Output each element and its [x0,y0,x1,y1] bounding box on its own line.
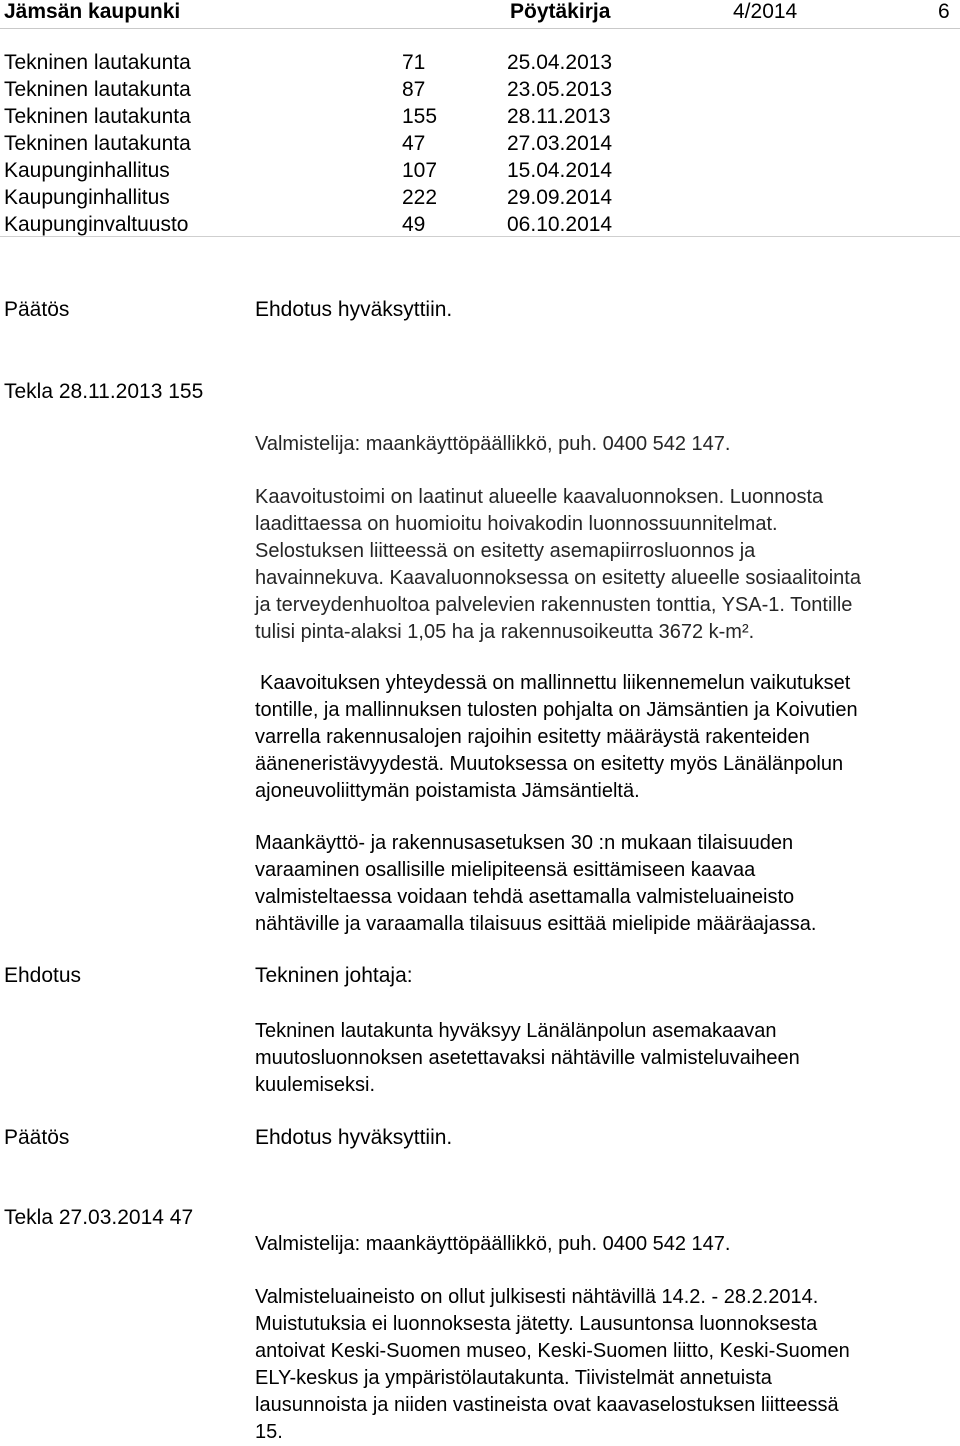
paragraph-line: Kaavoituksen yhteydessä on mallinnettu liikennemelun vaikutukset [260,672,851,694]
meeting-title: Tekla 28.11.2013 155 [4,380,204,403]
page-number: 6 [938,0,950,23]
paragraph-line: valmisteltaessa voidaan tehdä asettamalla valmisteluaineisto [255,886,795,908]
preparer-line: Valmistelija: maankäyttöpäällikkö, puh. 0400 542 147. [255,1233,731,1255]
history-table [0,52,960,241]
history-body: Kaupunginvaltuusto [4,213,189,236]
paragraph-line: tulisi pinta-alaksi 1,05 ha ja rakennusoikeutta 3672 k-m². [255,621,755,643]
page-header [0,0,960,30]
history-number: 47 [402,132,426,155]
history-body: Tekninen lautakunta [4,78,191,101]
paragraph-line: tontille, ja mallinnuksen tulosten pohjalta on Jämsäntien ja Koivutien [255,699,858,721]
paragraph-line: antoivat Keski-Suomen museo, Keski-Suomen liitto, Keski-Suomen [255,1340,850,1362]
history-date: 27.03.2014 [507,132,613,155]
history-row [0,133,960,160]
history-row [0,52,960,79]
history-row [0,160,960,187]
paragraph-line: kuulemiseksi. [255,1074,376,1096]
history-row [0,106,960,133]
history-date: 23.05.2013 [507,78,613,101]
paragraph-noise [255,670,955,805]
decision-label: Päätös [4,298,70,321]
decision-text: Ehdotus hyväksyttiin. [255,1126,453,1149]
history-date: 29.09.2014 [507,186,613,209]
paragraph-line: ja terveydenhuoltoa palvelevien rakennusten tonttia, YSA-1. Tontille [255,594,853,616]
history-date: 25.04.2013 [507,51,613,74]
proposal-text [255,1018,955,1099]
history-divider [0,236,960,237]
history-body: Tekninen lautakunta [4,105,191,128]
paragraph-background [255,484,955,646]
proposal-author: Tekninen johtaja: [255,964,413,987]
proposal-label: Ehdotus [4,964,82,987]
decision-label: Päätös [4,1126,70,1149]
history-body: Kaupunginhallitus [4,159,170,182]
history-date: 28.11.2013 [507,105,611,128]
paragraph-line: varrella rakennusalojen rajoihin esitetty määräystä rakenteiden [255,726,810,748]
history-number: 222 [402,186,438,209]
document-type: Pöytäkirja [510,0,611,23]
history-number: 107 [402,159,438,182]
paragraph-legal [255,830,955,938]
city-name: Jämsän kaupunki [4,0,181,23]
paragraph-line: lausunnoista ja niiden vastineista ovat kaavaselostuksen liitteessä [255,1394,839,1416]
paragraph-line: ELY-keskus ja ympäristölautakunta. Tiivistelmät annetuista [255,1367,772,1389]
history-row [0,79,960,106]
paragraph-line: Maankäyttö- ja rakennusasetuksen 30 :n mukaan tilaisuuden [255,832,794,854]
meeting-title: Tekla 27.03.2014 47 [4,1206,194,1229]
history-date: 15.04.2014 [507,159,613,182]
paragraph-line: varaaminen osallisille mielipiteensä esittämiseen kaavaa [255,859,756,881]
history-body: Tekninen lautakunta [4,51,191,74]
paragraph-line: nähtäville ja varaamalla tilaisuus esittää mielipide määräajassa. [255,913,817,935]
history-row [0,187,960,214]
paragraph-line: 15. [255,1421,283,1443]
history-date: 06.10.2014 [507,213,613,236]
paragraph-line: Kaavoitustoimi on laatinut alueelle kaavaluonnoksen. Luonnosta [255,486,824,508]
paragraph-outcome [255,1284,955,1446]
paragraph-line: Muistutuksia ei luonnoksesta jätetty. Lausuntonsa luonnoksesta [255,1313,818,1335]
paragraph-line: Selostuksen liitteessä on esitetty asemapiirrosluonnos ja [255,540,756,562]
history-number: 155 [402,105,438,128]
history-body: Kaupunginhallitus [4,186,170,209]
document-number: 4/2014 [733,0,798,23]
history-body: Tekninen lautakunta [4,132,191,155]
decision-text: Ehdotus hyväksyttiin. [255,298,453,321]
header-divider [0,28,960,29]
history-number: 49 [402,213,426,236]
paragraph-line: laadittaessa on huomioitu hoivakodin luonnossuunnitelmat. [255,513,778,535]
paragraph-line: Valmisteluaineisto on ollut julkisesti nähtävillä 14.2. - 28.2.2014. [255,1286,819,1308]
paragraph-line: Tekninen lautakunta hyväksyy Länälänpolun asemakaavan [255,1020,777,1042]
paragraph-line: ajoneuvoliittymän poistamista Jämsäntieltä. [255,780,640,802]
history-number: 87 [402,78,426,101]
paragraph-line: muutosluonnoksen asetettavaksi nähtäville valmisteluvaiheen [255,1047,800,1069]
preparer-line: Valmistelija: maankäyttöpäällikkö, puh. 0400 542 147. [255,433,731,455]
history-number: 71 [402,51,426,74]
paragraph-line: havainnekuva. Kaavaluonnoksessa on esitetty alueelle sosiaalitointa [255,567,861,589]
paragraph-line: ääneneristävyydestä. Muutoksessa on esitetty myös Länälänpolun [255,753,844,775]
